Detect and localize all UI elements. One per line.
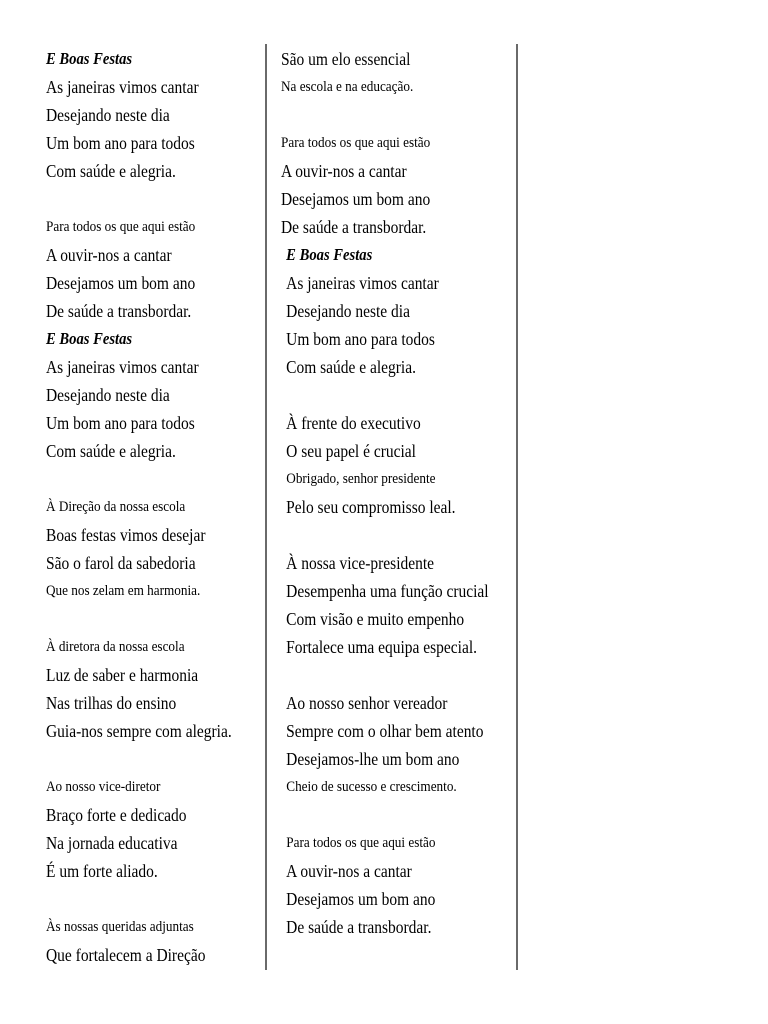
verse-line: De saúde a transbordar. [46, 301, 192, 321]
verse-line: Boas festas vimos desejar [46, 525, 206, 545]
stanza-gap [46, 745, 260, 773]
verse-line: Ao nosso vice-diretor [46, 779, 161, 795]
verse-line: À frente do executivo [286, 413, 421, 433]
verse-line: Desejamos um bom ano [46, 273, 196, 293]
stanza-gap [46, 605, 260, 633]
verse-line: Para todos os que aqui estão [281, 135, 431, 151]
stanza-gap [46, 185, 260, 213]
column-divider [516, 44, 518, 970]
verse-line: À diretora da nossa escola [46, 639, 185, 655]
verse-line: Desejando neste dia [46, 105, 170, 125]
stanza-gap [281, 801, 513, 829]
verse-line: São um elo essencial [281, 49, 411, 69]
verse-line: Sempre com o olhar bem atento [286, 721, 484, 741]
verse-line: As janeiras vimos cantar [46, 77, 199, 97]
verse-line: À Direção da nossa escola [46, 499, 186, 515]
verse-line: A ouvir-nos a cantar [281, 161, 407, 181]
verse-line: Fortalece uma equipa especial. [286, 637, 477, 657]
verse-line: Com saúde e alegria. [286, 357, 416, 377]
left-column [46, 45, 260, 969]
verse-line: Com visão e muito empenho [286, 609, 465, 629]
verse-line: Às nossas queridas adjuntas [46, 919, 194, 935]
verse-line: Braço forte e dedicado [46, 805, 187, 825]
verse-line: Desejamos um bom ano [286, 889, 436, 909]
verse-line: Nas trilhas do ensino [46, 693, 177, 713]
verse-line: Luz de saber e harmonia [46, 665, 199, 685]
verse-line: Desejamos-lhe um bom ano [286, 749, 460, 769]
verse-line: É um forte aliado. [46, 861, 158, 881]
column-divider [265, 44, 267, 970]
verse-line: Um bom ano para todos [286, 329, 435, 349]
verse-line: A ouvir-nos a cantar [286, 861, 412, 881]
stanza-gap [281, 381, 513, 409]
chorus-title: E Boas Festas [286, 245, 373, 264]
verse-line: Com saúde e alegria. [46, 441, 176, 461]
right-column [281, 45, 513, 941]
stanza-gap [281, 521, 513, 549]
verse-line: Desempenha uma função crucial [286, 581, 489, 601]
verse-line: Com saúde e alegria. [46, 161, 176, 181]
verse-line: Desejando neste dia [46, 385, 170, 405]
verse-line: São o farol da sabedoria [46, 553, 196, 573]
verse-line: O seu papel é crucial [286, 441, 416, 461]
verse-line: Na jornada educativa [46, 833, 178, 853]
verse-line: Para todos os que aqui estão [46, 219, 196, 235]
verse-line: As janeiras vimos cantar [286, 273, 439, 293]
verse-line: A ouvir-nos a cantar [46, 245, 172, 265]
verse-line: Cheio de sucesso e crescimento. [286, 779, 457, 795]
verse-line: Guia-nos sempre com alegria. [46, 721, 232, 741]
verse-line: Na escola e na educação. [281, 79, 414, 95]
verse-line: De saúde a transbordar. [286, 917, 432, 937]
stanza-gap [46, 885, 260, 913]
verse-line: Desejamos um bom ano [281, 189, 431, 209]
verse-line: Que fortalecem a Direção [46, 945, 206, 965]
verse-line: À nossa vice-presidente [286, 553, 435, 573]
verse-line: Ao nosso senhor vereador [286, 693, 448, 713]
stanza-gap [46, 465, 260, 493]
verse-line: Para todos os que aqui estão [286, 835, 436, 851]
verse-line: De saúde a transbordar. [281, 217, 427, 237]
verse-line: Um bom ano para todos [46, 133, 195, 153]
chorus-title: E Boas Festas [46, 49, 133, 68]
verse-line: Pelo seu compromisso leal. [286, 497, 456, 517]
verse-line: Um bom ano para todos [46, 413, 195, 433]
verse-line: Que nos zelam em harmonia. [46, 583, 201, 599]
verse-line: Desejando neste dia [286, 301, 410, 321]
verse-line: Obrigado, senhor presidente [286, 471, 436, 487]
stanza-gap [281, 661, 513, 689]
verse-line: As janeiras vimos cantar [46, 357, 199, 377]
stanza-gap [281, 101, 513, 129]
chorus-title: E Boas Festas [46, 329, 133, 348]
